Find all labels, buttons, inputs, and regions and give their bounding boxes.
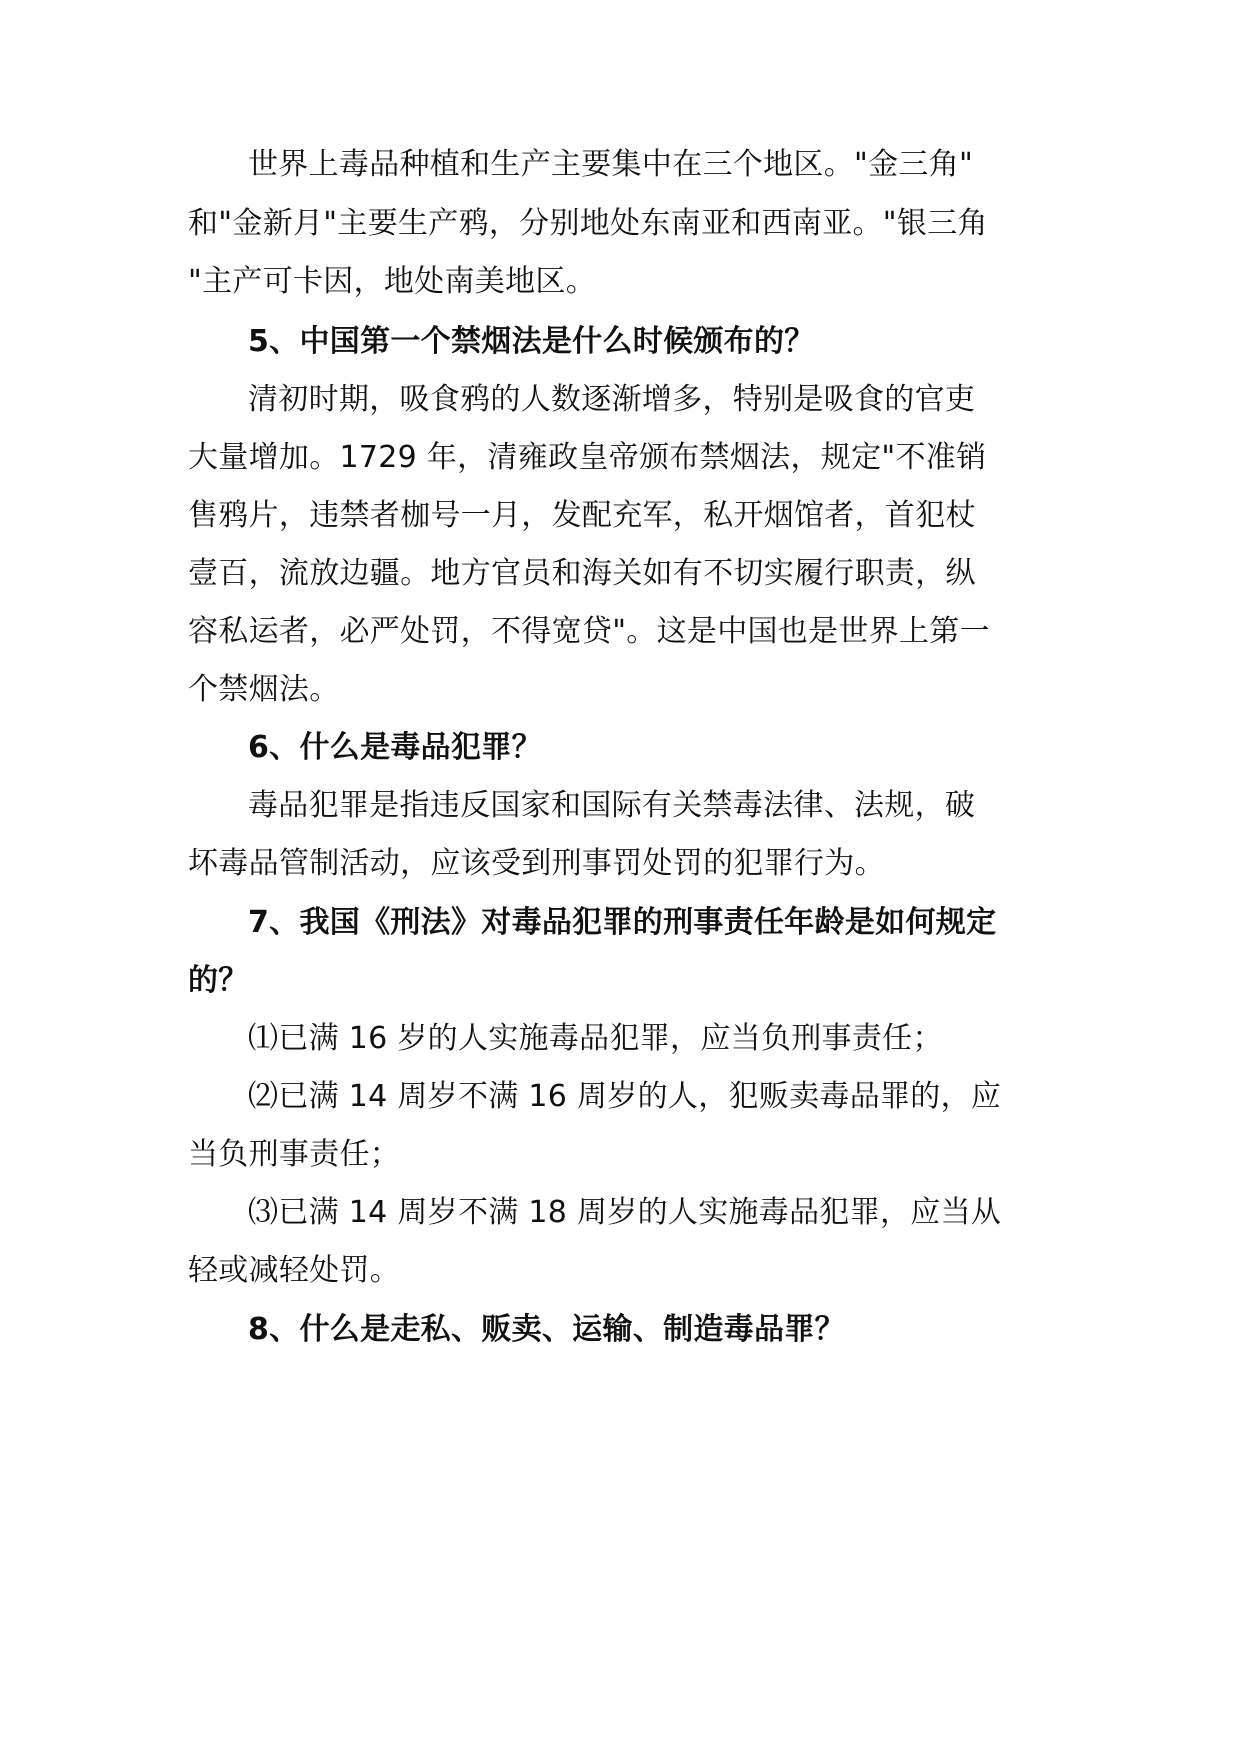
- paragraph-line: 售鸦片，违禁者枷号一月，发配充军，私开烟馆者，首犯杖: [188, 498, 976, 533]
- paragraph-line: 个禁烟法。: [188, 672, 340, 707]
- heading-7-continued: 的？: [188, 963, 249, 998]
- paragraph-line: 大量增加。1729 年，清雍政皇帝颁布禁烟法，规定"不准销: [188, 440, 987, 475]
- list-item: ⑶已满 14 周岁不满 18 周岁的人实施毒品犯罪，应当从: [248, 1195, 1002, 1230]
- paragraph-line: 和"金新月"主要生产鸦，分别地处东南亚和西南亚。"银三角: [188, 206, 988, 241]
- list-item: ⑴已满 16 岁的人实施毒品犯罪，应当负刑事责任；: [248, 1021, 943, 1056]
- paragraph-line: 壹百，流放边疆。地方官员和海关如有不切实履行职责，纵: [188, 556, 976, 591]
- paragraph-line: 容私运者，必严处罚，不得宽贷"。这是中国也是世界上第一: [188, 614, 990, 649]
- heading-5: 5、中国第一个禁烟法是什么时候颁布的？: [248, 324, 815, 359]
- heading-8: 8、什么是走私、贩卖、运输、制造毒品罪？: [248, 1312, 845, 1347]
- paragraph-line: 世界上毒品种植和生产主要集中在三个地区。"金三角": [248, 147, 974, 182]
- paragraph-line: 坏毒品管制活动，应该受到刑事罚处罚的犯罪行为。: [188, 846, 885, 881]
- paragraph-line: "主产可卡因，地处南美地区。: [188, 264, 596, 299]
- list-item: ⑵已满 14 周岁不满 16 周岁的人，犯贩卖毒品罪的，应: [248, 1079, 1002, 1114]
- heading-6: 6、什么是毒品犯罪？: [248, 730, 542, 765]
- list-item-continued: 当负刑事责任；: [188, 1137, 401, 1172]
- paragraph-line: 清初时期，吸食鸦的人数逐渐增多，特别是吸食的官吏: [248, 382, 976, 417]
- paragraph-line: 毒品犯罪是指违反国家和国际有关禁毒法律、法规，破: [248, 788, 976, 823]
- list-item-continued: 轻或减轻处罚。: [188, 1253, 401, 1288]
- heading-7: 7、我国《刑法》对毒品犯罪的刑事责任年龄是如何规定: [248, 905, 997, 940]
